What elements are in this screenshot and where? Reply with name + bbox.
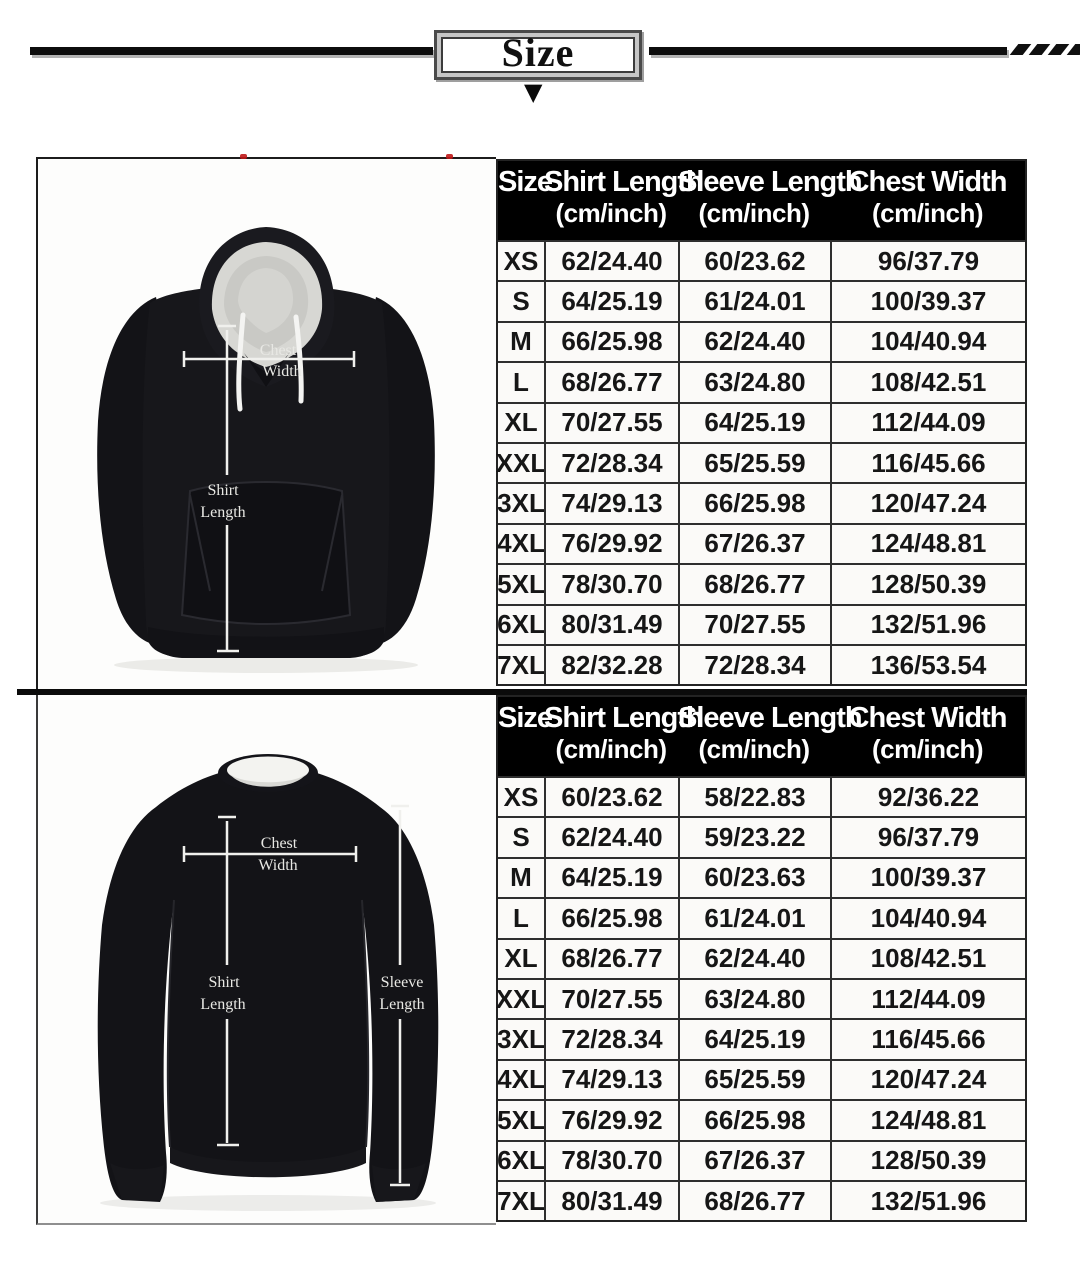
table-cell-value: 63/24.80 [678, 980, 830, 1018]
col-header-shirt-length: Shirt Length (cm/inch) [544, 702, 703, 765]
table-cell-value: 62/24.40 [678, 323, 830, 361]
table-cell-size: 7XL [497, 1185, 545, 1216]
table-cell-value: 128/50.39 [830, 1142, 1025, 1180]
table-row [498, 563, 1025, 603]
chest-width-label: Chest [259, 342, 297, 359]
table-cell-value: 128/50.39 [830, 565, 1025, 603]
table-cell-value: 96/37.79 [830, 818, 1025, 856]
col-header-sleeve-length: Sleeve Length (cm/inch) [678, 166, 862, 229]
red-marker-dot [240, 154, 247, 159]
table-cell-size: XXL [495, 983, 547, 1014]
table-cell-value: 100/39.37 [830, 282, 1025, 320]
table-cell-value: 72/28.34 [678, 646, 830, 684]
table-row [498, 321, 1025, 361]
table-cell-value: 62/24.40 [678, 940, 830, 978]
table-cell-size: 4XL [497, 528, 545, 559]
table-cell-size: XS [503, 781, 539, 812]
shirt-length-label: Shirt [208, 974, 240, 991]
chest-width-label2: Width [258, 857, 298, 874]
col-header-chest-width: Chest Width (cm/inch) [848, 702, 1007, 765]
col-header-size: Size [498, 166, 553, 198]
table-cell-value: 61/24.01 [678, 282, 830, 320]
table-cell-value: 66/25.98 [544, 899, 678, 937]
table-body [495, 776, 1025, 1220]
sweatshirt-size-table [496, 695, 1027, 1222]
table-cell-size: 5XL [497, 568, 545, 599]
col-header-size: Size [498, 702, 553, 734]
table-cell-size: M [510, 862, 532, 893]
col-header-sleeve-length: Sleeve Length (cm/inch) [678, 702, 862, 765]
table-cell-value: 76/29.92 [544, 525, 678, 563]
table-cell-value: 70/27.55 [678, 606, 830, 644]
table-cell-size: 6XL [497, 609, 545, 640]
table-cell-value: 70/27.55 [544, 404, 678, 442]
table-cell-size: 4XL [497, 1064, 545, 1095]
table-row [498, 1018, 1025, 1058]
table-row [498, 240, 1025, 280]
shirt-length-label2: Length [200, 996, 246, 1013]
table-cell-value: 96/37.79 [830, 242, 1025, 280]
table-cell-value: 120/47.24 [830, 484, 1025, 522]
red-marker-dot [446, 154, 453, 159]
table-cell-value: 66/25.98 [678, 484, 830, 522]
table-cell-value: 108/42.51 [830, 363, 1025, 401]
table-cell-value: 60/23.62 [678, 242, 830, 280]
table-body [495, 240, 1025, 684]
table-row [498, 402, 1025, 442]
table-row [498, 361, 1025, 401]
table-cell-value: 104/40.94 [830, 323, 1025, 361]
table-cell-value: 78/30.70 [544, 1142, 678, 1180]
table-row [498, 1140, 1025, 1180]
ground-shadow [114, 657, 418, 673]
table-cell-value: 120/47.24 [830, 1061, 1025, 1099]
table-cell-value: 112/44.09 [830, 980, 1025, 1018]
table-cell-value: 100/39.37 [830, 859, 1025, 897]
table-cell-value: 72/28.34 [544, 1020, 678, 1058]
table-cell-value: 65/25.59 [678, 444, 830, 482]
table-row [498, 644, 1025, 684]
shirt-length-label: Shirt [207, 482, 239, 499]
table-row [498, 938, 1025, 978]
table-header-row [498, 697, 1025, 776]
hoodie-illustration [38, 159, 496, 689]
table-row [498, 604, 1025, 644]
table-cell-size: 5XL [497, 1104, 545, 1135]
chest-width-label2: Width [262, 363, 302, 380]
table-row [498, 482, 1025, 522]
table-cell-value: 62/24.40 [544, 242, 678, 280]
table-cell-size: S [512, 286, 530, 317]
arrow-down-icon: ▼ [524, 78, 543, 106]
table-cell-value: 68/26.77 [678, 1182, 830, 1220]
table-cell-size: XL [504, 943, 538, 974]
table-cell-size: 3XL [497, 1024, 545, 1055]
sleeve-length-label2: Length [379, 996, 425, 1013]
table-cell-value: 64/25.19 [544, 282, 678, 320]
size-title-box [434, 30, 642, 80]
table-cell-size: 3XL [497, 488, 545, 519]
hoodie-size-table [496, 159, 1027, 686]
table-cell-value: 80/31.49 [544, 606, 678, 644]
table-cell-value: 68/26.77 [544, 940, 678, 978]
table-cell-value: 124/48.81 [830, 1101, 1025, 1139]
table-row [498, 280, 1025, 320]
table-cell-size: XXL [495, 447, 547, 478]
table-cell-size: 7XL [497, 649, 545, 680]
table-cell-value: 104/40.94 [830, 899, 1025, 937]
banner-rule-right [649, 47, 1007, 55]
sweatshirt-photo-panel [36, 695, 496, 1225]
table-cell-value: 64/25.19 [678, 404, 830, 442]
table-row [498, 857, 1025, 897]
table-cell-value: 108/42.51 [830, 940, 1025, 978]
table-cell-value: 74/29.13 [544, 1061, 678, 1099]
table-cell-value: 61/24.01 [678, 899, 830, 937]
table-row [498, 816, 1025, 856]
table-cell-value: 68/26.77 [544, 363, 678, 401]
table-row [498, 1180, 1025, 1220]
table-cell-size: 6XL [497, 1145, 545, 1176]
table-cell-value: 82/32.28 [544, 646, 678, 684]
table-cell-value: 72/28.34 [544, 444, 678, 482]
table-cell-value: 80/31.49 [544, 1182, 678, 1220]
table-cell-value: 136/53.54 [830, 646, 1025, 684]
table-cell-value: 62/24.40 [544, 818, 678, 856]
col-header-shirt-length: Shirt Length (cm/inch) [544, 166, 703, 229]
table-row [498, 1059, 1025, 1099]
table-cell-value: 68/26.77 [678, 565, 830, 603]
banner-hatch-marks [1014, 44, 1080, 55]
table-cell-value: 76/29.92 [544, 1101, 678, 1139]
table-cell-value: 59/23.22 [678, 818, 830, 856]
table-cell-value: 66/25.98 [678, 1101, 830, 1139]
table-cell-value: 65/25.59 [678, 1061, 830, 1099]
table-cell-value: 116/45.66 [830, 1020, 1025, 1058]
table-cell-value: 78/30.70 [544, 565, 678, 603]
table-row [495, 442, 1025, 482]
table-row [495, 978, 1025, 1018]
table-cell-value: 66/25.98 [544, 323, 678, 361]
page-title: Size [501, 30, 575, 75]
table-cell-value: 60/23.63 [678, 859, 830, 897]
table-cell-value: 63/24.80 [678, 363, 830, 401]
table-cell-size: S [512, 822, 530, 853]
table-cell-value: 92/36.22 [830, 778, 1025, 816]
table-cell-value: 132/51.96 [830, 1182, 1025, 1220]
table-row [498, 523, 1025, 563]
table-cell-value: 124/48.81 [830, 525, 1025, 563]
banner-rule-left [30, 47, 433, 55]
table-cell-size: XL [504, 407, 538, 438]
table-cell-value: 112/44.09 [830, 404, 1025, 442]
chest-width-label: Chest [260, 835, 298, 852]
table-cell-value: 67/26.37 [678, 1142, 830, 1180]
table-cell-value: 132/51.96 [830, 606, 1025, 644]
table-row [498, 897, 1025, 937]
table-cell-value: 116/45.66 [830, 444, 1025, 482]
table-cell-value: 58/22.83 [678, 778, 830, 816]
table-cell-value: 67/26.37 [678, 525, 830, 563]
col-header-chest-width: Chest Width (cm/inch) [848, 166, 1007, 229]
table-row [498, 1099, 1025, 1139]
table-cell-value: 74/29.13 [544, 484, 678, 522]
table-cell-size: L [513, 366, 529, 397]
table-cell-size: XS [503, 245, 539, 276]
sleeve-length-label: Sleeve [380, 974, 424, 991]
hoodie-photo-panel [36, 157, 496, 689]
table-cell-size: L [513, 902, 529, 933]
sweatshirt-illustration [38, 695, 496, 1223]
table-cell-size: M [510, 326, 532, 357]
table-cell-value: 64/25.19 [678, 1020, 830, 1058]
table-cell-value: 70/27.55 [544, 980, 678, 1018]
table-header-row [498, 161, 1025, 240]
table-row [498, 776, 1025, 816]
table-cell-value: 60/23.62 [544, 778, 678, 816]
shirt-length-label2: Length [200, 504, 246, 521]
table-cell-value: 64/25.19 [544, 859, 678, 897]
